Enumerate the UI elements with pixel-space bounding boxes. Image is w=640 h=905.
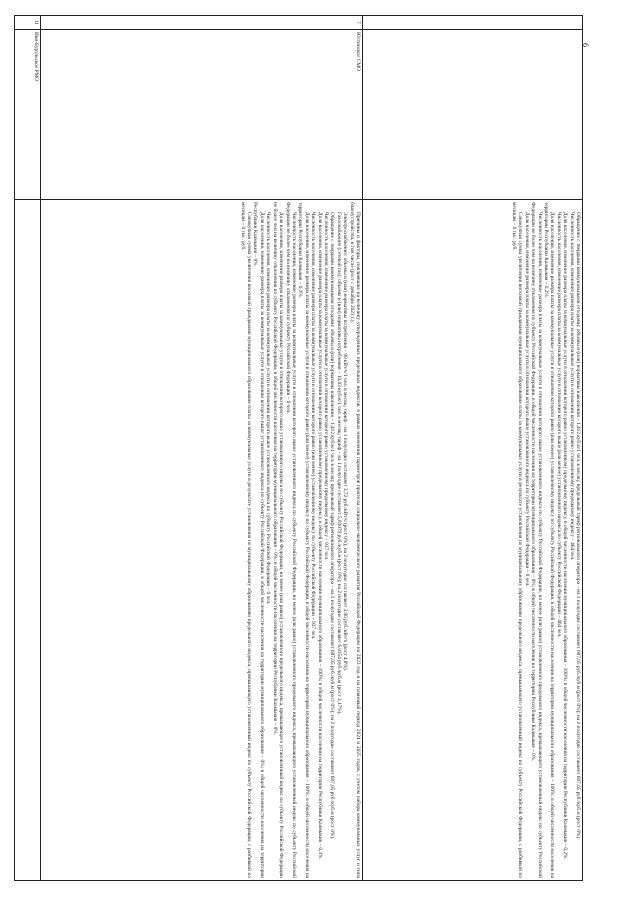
paragraph: Доля населения, изменение размера платы за коммунальные услуги в отношении которого выше установленного индекса по субъекту Российской Федерации, в общей численности населения на территории муниципального образования – 0%; в общей численности населения на территории Республики Калмыкия – 0%. (252, 202, 265, 878)
paragraph: Совокупная сумма увеличения вносимой гражданами муниципального образования платы за коммунальные услуги в результате установления по муниципальному образованию предельного индекса, превышающего установленный индекс по субъекту Российской Федерации, с разбивкой по месяцам – 0 тыс. руб. (239, 202, 253, 878)
paragraph: Совокупная сумма увеличения вносимой гражданами муниципального образования платы за коммунальные услуги в результате установления по муниципальному образованию предельного индекса, превышающего установленный индекс по субъекту Российской Федерации, с разбивкой по месяцам – 0 тыс. руб. (510, 202, 524, 878)
paragraph: Численность населения, изменение размера платы за коммунальные услуги в отношении которого выше установленного индекса по субъекту Российской Федерации, но менее (или равно) установленного предельного индекса, превышающего установленный индекс по субъекту Российской Федерации не более чем на величину отклонения по субъекту Российской Федерации, в общей численности населения на территории муниципального образования – 0%; в общей численности населения на территории Республики Калмыкия – 0%. (530, 202, 543, 878)
paragraph: Численность населения, изменение размера платы за коммунальные услуги в отношении которого равно (или менее) установленному индексу по субъекту Российской Федерации – 937 чел. (310, 212, 317, 640)
row-text (15, 200, 41, 881)
table-row (41, 16, 363, 881)
paragraph: Обращение с твердыми коммунальными отходами: объемы и (или) нормативы накопления – 1,412 куб.м/1 чел. в месяц; предельный тариф регионального оператора – на 1 полугодие составляет 687,05 руб./куб.м (рост 0%); на 2 полугодие составляет 687,05 руб./куб.м (рост 0%). (329, 212, 336, 840)
paragraph: Обращение с твердыми коммунальными отходами: объемы и (или) нормативы накопления – 1,412 куб.м/1 чел. в месяц; предельный тариф регионального оператора – на 1 полугодие составляет 687,05 руб./куб.м (рост 0%); на 2 полугодие составляет 687,05 руб./куб.м (рост 0%). (575, 212, 581, 840)
paragraph: Численность населения, изменение размера платы за коммунальные услуги в отношении которого равно установленному предельному индексу – 937 чел. (322, 212, 329, 561)
indices-table (14, 15, 583, 881)
paragraph: Электроснабжение: объемы и (или) нормативы потребления – 90 кВт/ч/1 чел. в месяц; тариф – на 1 полугодие составляет 3,72 руб./кВт/ч (рост 0%); на 2 полугодие составляет 3,90 руб./кВт/ч (рост 4,8%). (342, 212, 349, 671)
row-number: II (15, 16, 41, 30)
row-number (363, 16, 583, 30)
paragraph: Численность населения, изменение размера платы за коммунальные услуги в отношении которого выше установленного индекса по субъекту Российской Федерации, но менее (или равно) установленного предельного индекса, превышающего установленный индекс по субъекту Российской Федерации не более чем на величину отклонения по субъекту Российской Федерации – 0 чел. (284, 202, 297, 878)
paragraph: Доля населения, изменение размера платы за коммунальные услуги в отношении которого выше установленного индекса по субъекту Российской Федерации – 0 чел. (523, 212, 530, 587)
municipality-name (363, 30, 583, 200)
paragraph: Численность населения, изменение размера платы за коммунальные услуги в отношении которого выше установленного индекса по субъекту Российской Федерации – 0 чел. (265, 212, 272, 605)
page-number: 6 (581, 43, 590, 47)
municipality-name: Юстинское СМО (41, 30, 363, 200)
paragraph: Доля населения, изменение размера платы за коммунальные услуги в отношении которого равно (или менее) установленному индексу по субъекту Российской Федерации, в общей численности населения на территории муниципального образования – 100%; в общей численности населения на территории Республики Калмыкия – 0,2%. (542, 202, 556, 878)
paragraph: Численность населения, изменение размера платы за коммунальные услуги в отношении которого равно установленному предельному индексу – 464 чел. (568, 212, 575, 561)
municipality-name: Ики-Бурульское РМО (15, 30, 41, 200)
paragraph: Доля населения, изменение размера платы за коммунальные услуги в отношении которого выше установленного индекса по субъекту Российской Федерации, но менее (или равно) установленного предельного индекса, превышающего установленный индекс по субъекту Российской Федерации не более чем на величину отклонения по субъекту Российской Федерации, в общей численности населения на территории муниципального образования – 0%; в общей численности населения на территории Республики Калмыкия – 0%. (271, 202, 285, 878)
row-text (41, 200, 363, 881)
document-sheet (15, 15, 583, 881)
paragraph: Доля населения, изменение размера платы за коммунальные услуги в отношении которого равно (или менее) установленному индексу по субъекту Российской Федерации, в общей численности населения на территории муниципального образования – 100%; в общей численности населения на территории Республики Калмыкия – 0,3%. (297, 202, 310, 878)
row-text (363, 200, 583, 881)
row-number: 7 (41, 16, 363, 30)
paragraph: Причины и факторы, повлиявшие на величину утвержденных предельных индексов, в рамках изменения параметров прогноза социально-экономического развития Российской Федерации на 2023 год и на плановый период 2024 и 2025 годов, с учетом набора коммунальных услуг и типа благоустройства, в том числе (рост с декабря 2023 г.): (348, 202, 361, 878)
table-row (15, 16, 41, 881)
table-row (363, 16, 583, 881)
paragraph: Численность населения, изменение размера платы за коммунальные услуги в отношении которого выше (или менее) установленного индекса по субъекту Российской Федерации – 464 чел. (555, 212, 562, 638)
paragraph: Газоснабжение (сетевой газ): объемы и (или) нормативы потребления – 10,03 куб.м/1 чел. в месяц; тариф – на 1 полугодие составляет 5,83079 руб./куб.м (рост 0%); на 2 полугодие составляет 6,0154 руб./куб.м (рост 3,17%). (335, 212, 342, 715)
paragraph: Доля населения, изменение размера платы за коммунальные услуги в отношении которого равно установленному предельному индексу, в общей численности населения муниципального образования – 100%; в общей численности населения на территории Республики Калмыкия – 0,2%. (562, 212, 569, 860)
paragraph: Доля населения, изменение размера платы за коммунальные услуги в отношении которого равно установленному предельному индексу, в общей численности населения муниципального образования – 100%; в общей численности населения на территории Республики Калмыкия – 0,3%. (316, 212, 323, 860)
